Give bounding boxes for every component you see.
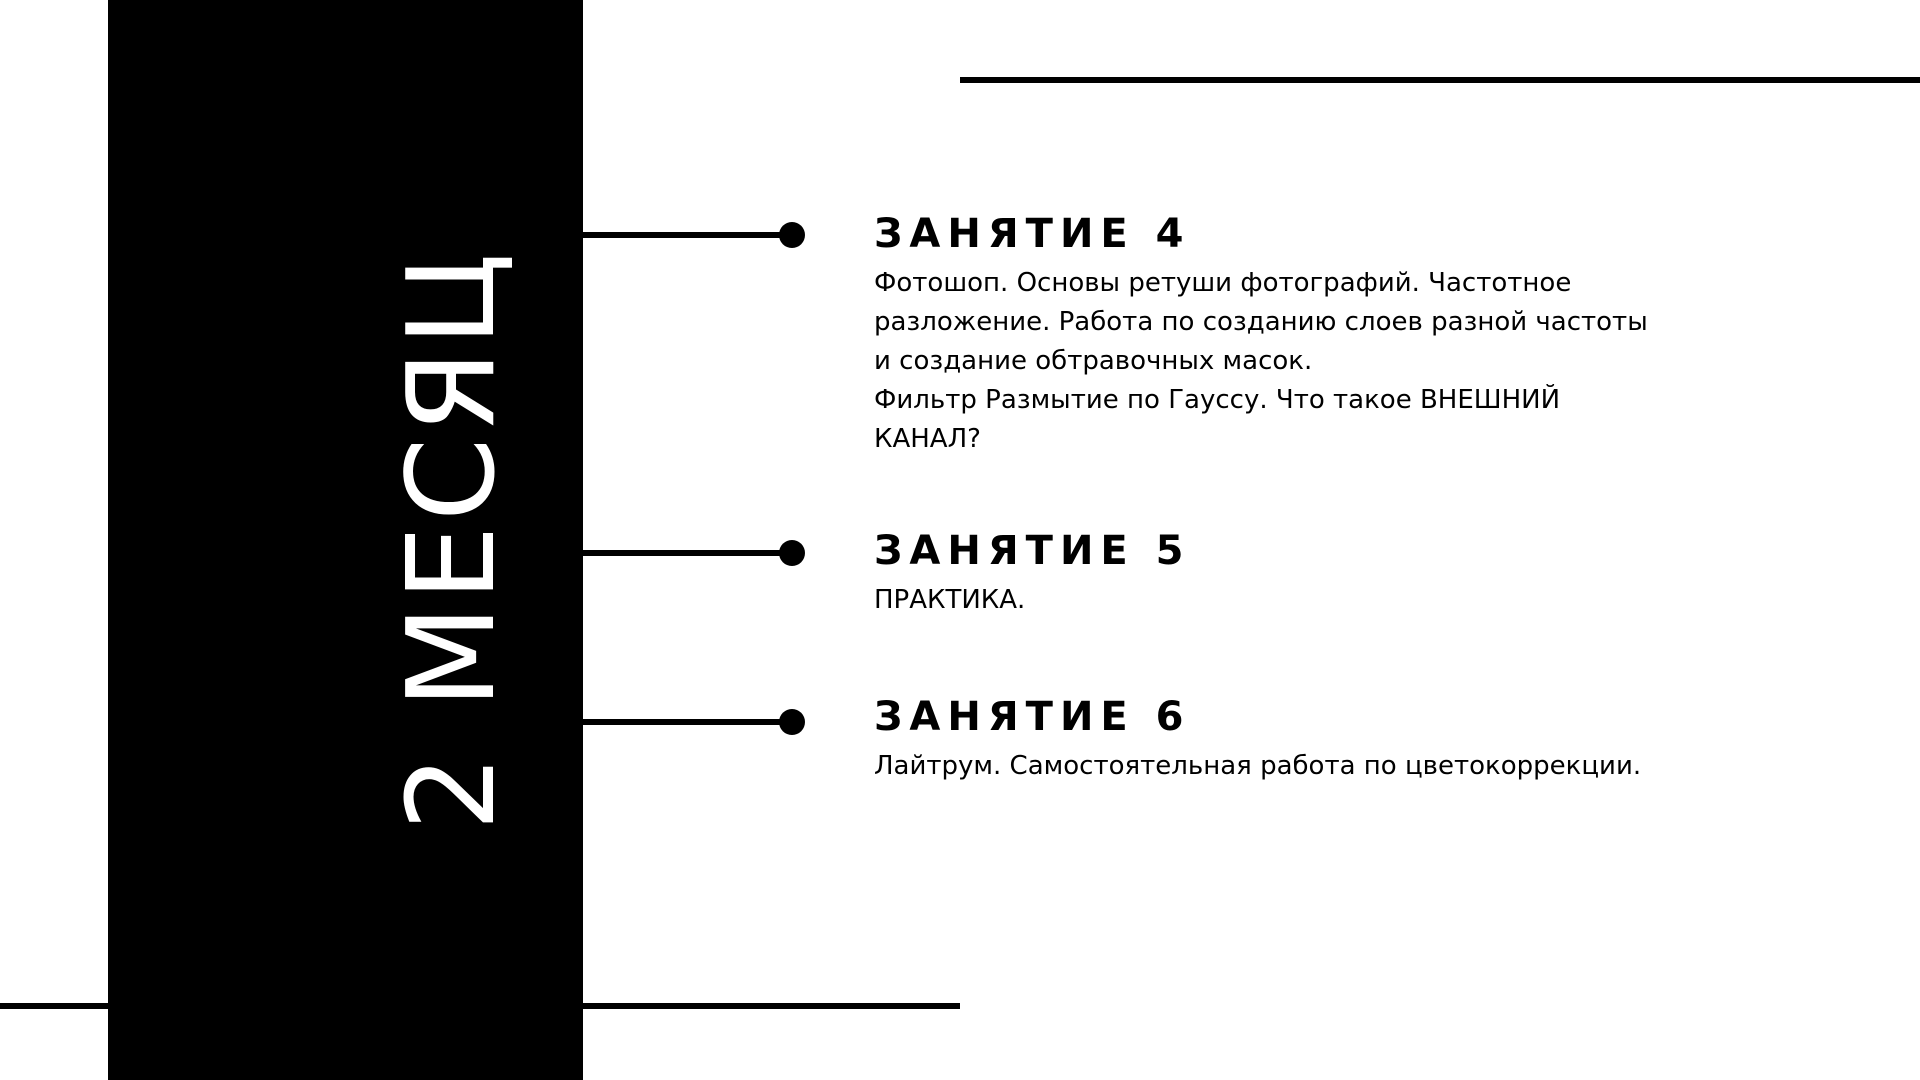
- lesson-connector-line: [583, 232, 792, 238]
- lesson-title: ЗАНЯТИЕ 4: [874, 211, 1191, 257]
- lesson-item: [874, 210, 1674, 459]
- lesson-title: ЗАНЯТИЕ 5: [874, 528, 1191, 574]
- lesson-item: [874, 527, 1674, 620]
- lesson-marker-dot: [779, 540, 805, 566]
- month-side-panel: [108, 0, 583, 1080]
- lesson-marker-dot: [779, 709, 805, 735]
- lesson-item: [874, 693, 1674, 786]
- lesson-connector-line: [583, 550, 792, 556]
- lesson-description: Лайтрум. Самостоятельная работа по цветокоррекции.: [874, 751, 1642, 781]
- lesson-connector-line: [583, 719, 792, 725]
- top-divider-line: [960, 77, 1920, 83]
- lesson-description: ПРАКТИКА.: [874, 585, 1026, 615]
- lesson-description: Фотошоп. Основы ретуши фотографий. Частотное разложение. Работа по созданию слоев разной частоты и создание обтравочных масок. Фильтр Размытие по Гауссу. Что такое ВНЕШНИЙ КАНАЛ?: [874, 268, 1648, 454]
- month-title: 2 МЕСЯЦ: [383, 248, 522, 832]
- lesson-title: ЗАНЯТИЕ 6: [874, 694, 1191, 740]
- lesson-marker-dot: [779, 222, 805, 248]
